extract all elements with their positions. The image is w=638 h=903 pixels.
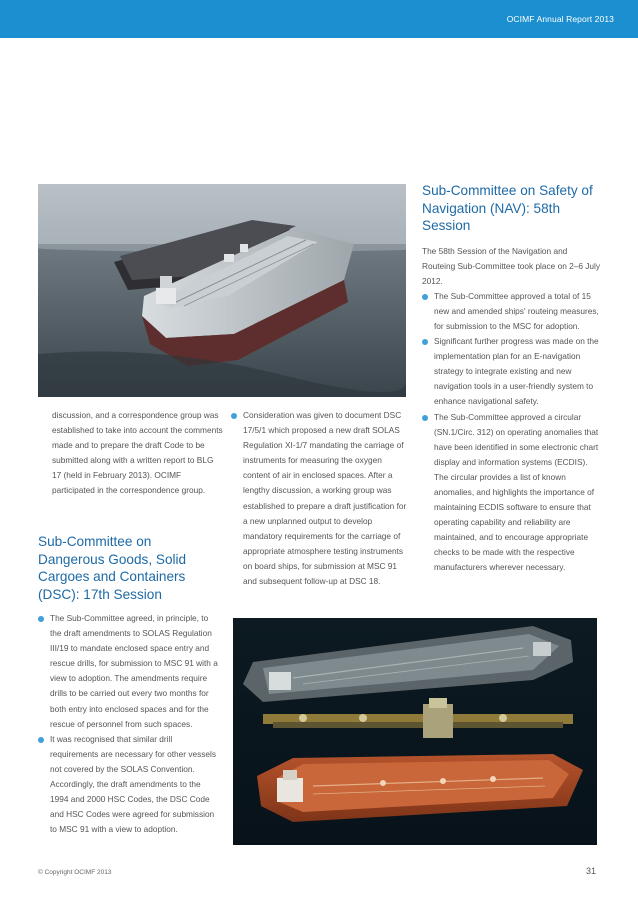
list-item: It was recognised that similar drill requirements are necessary for other vessels not covered by the SOLAS Convention. Accordingly, the draft amendments to the 1994 and 2000 HSC Codes, the DSC Code and HSC Codes were agreed for submission to MSC 91 with a view to adoption. xyxy=(38,732,218,838)
list-item: Significant further progress was made on the implementation plan for an E-navigation strategy to integrate existing and new navigation tools in a user-friendly system to enhance navigational safety. xyxy=(422,334,602,409)
nav-bullet-list xyxy=(422,289,602,576)
middle-bullet-list xyxy=(231,408,409,589)
list-item: The Sub-Committee agreed, in principle, to the draft amendments to SOLAS Regulation III/19 to mandate enclosed space entry and rescue drills, for submission to MSC 91 with a view to adoption. The amendments require drills to be carried out every two months for both entry into enclosed spaces and for the rescue of personnel from such spaces. xyxy=(38,611,218,732)
nav-intro-paragraph: The 58th Session of the Navigation and Routeing Sub-Committee took place on 2–6 July 2012. xyxy=(422,245,601,286)
header-band xyxy=(0,0,638,38)
right-column-nav xyxy=(422,182,602,576)
aerial-ships-photo xyxy=(233,618,597,845)
list-item: Consideration was given to document DSC 17/5/1 which proposed a new draft SOLAS Regulation XI-1/7 mandating the carriage of instruments for measuring the oxygen content of air in enclosed spaces. After a lengthy discussion, a working group was established to prepare a draft justification for a new unplanned output to develop mandatory requirements for the carriage of appropriate atmosphere testing instruments on board ships, for submission at MSC 91 and subsequent follow-up at DSC 18. xyxy=(231,408,409,589)
left-intro-paragraph: discussion, and a correspondence group was established to take into account the comments made and to prepare the draft Code to be submitted along with a written report to BLG 17 (held in February 2013). OCIMF participated in the correspondence group. xyxy=(52,410,223,496)
middle-column xyxy=(231,408,409,589)
dsc-bullet-list xyxy=(38,611,218,837)
dsc-heading: Sub-Committee on Dangerous Goods, Solid Cargoes and Containers (DSC): 17th Session xyxy=(38,534,187,602)
page-number: 31 xyxy=(585,866,596,876)
left-column-dsc xyxy=(38,533,218,837)
report-title: OCIMF Annual Report 2013 xyxy=(506,14,614,24)
copyright-notice: © Copyright OCIMF 2013 xyxy=(38,869,112,876)
tanker-ships-photo xyxy=(38,184,406,397)
list-item: The Sub-Committee approved a total of 15 new and amended ships' routeing measures, for submission to the MSC for adoption. xyxy=(422,289,602,334)
nav-heading: Sub-Committee on Safety of Navigation (NAV): 58th Session xyxy=(422,183,593,233)
left-column-intro xyxy=(52,408,224,499)
list-item: The Sub-Committee approved a circular (SN.1/Circ. 312) on operating anomalies that have been identified in some electronic chart display and information systems (ECDIS). The circular provides a list of known anomalies, and highlights the importance of maintaining ECDIS software to ensure that operating capability and reliability are maintained, and to encourage appropriate checks to be made with the respective manufacturers wherever necessary. xyxy=(422,410,602,576)
